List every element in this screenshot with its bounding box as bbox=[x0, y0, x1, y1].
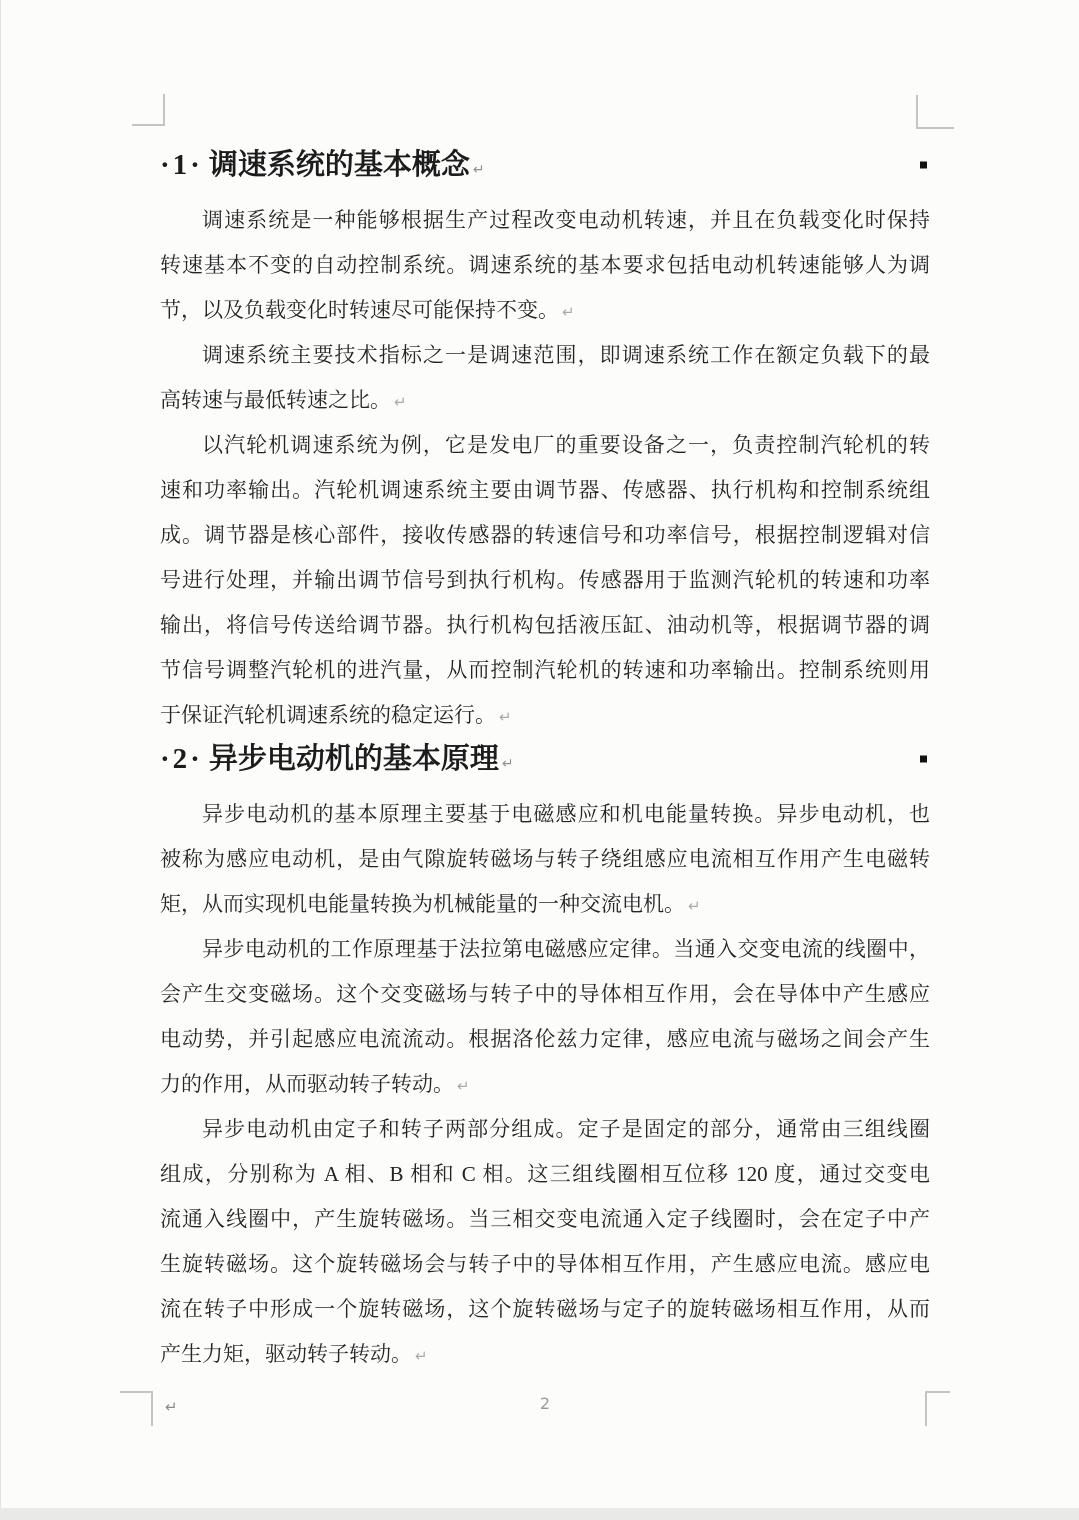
section-heading bbox=[160, 738, 930, 780]
document-end-mark: ↵ bbox=[165, 1398, 178, 1416]
text-line: 异步电动机的基本原理主要基于电磁感应和机电能量转换。异步电动机，也 bbox=[202, 802, 930, 826]
text-line: 于保证汽轮机调速系统的稳定运行。 ↵ bbox=[160, 703, 512, 727]
text-line: 输出，将信号传送给调节器。执行机构包括液压缸、油动机等，根据调节器的调 bbox=[160, 613, 930, 637]
text-line: 速和功率输出。汽轮机调速系统主要由调节器、传感器、执行机构和控制系统组 bbox=[160, 478, 930, 502]
page-number: 2 bbox=[539, 1394, 551, 1413]
heading-bullet-square bbox=[920, 756, 927, 763]
text-line: 产生力矩，驱动转子转动。 ↵ bbox=[160, 1342, 428, 1366]
text-line: 调速系统主要技术指标之一是调速范围，即调速系统工作在额定负载下的最 bbox=[202, 343, 930, 367]
pilcrow-mark: ↵ bbox=[457, 1077, 470, 1095]
margin-crop-mark-bottom-left bbox=[120, 1391, 153, 1426]
text-line: 调速系统是一种能够根据生产过程改变电动机转速，并且在负载变化时保持 bbox=[202, 208, 930, 232]
text-line: 号进行处理，并输出调节信号到执行机构。传感器用于监测汽轮机的转速和功率 bbox=[160, 568, 930, 592]
section-body bbox=[160, 792, 930, 1377]
text-line: 转速基本不变的自动控制系统。调速系统的基本要求包括电动机转速能够人为调 bbox=[160, 253, 930, 277]
section-body bbox=[160, 198, 930, 738]
document-content bbox=[160, 144, 930, 1377]
text-line: 成。调节器是核心部件，接收传感器的转速信号和功率信号，根据控制逻辑对信 bbox=[160, 523, 930, 547]
section-heading bbox=[160, 144, 930, 186]
text-line: 以汽轮机调速系统为例，它是发电厂的重要设备之一，负责控制汽轮机的转 bbox=[202, 433, 930, 457]
text-line: 被称为感应电动机，是由气隙旋转磁场与转子绕组感应电流相互作用产生电磁转 bbox=[160, 847, 930, 871]
heading-title: 调速系统的基本概念 bbox=[208, 149, 470, 181]
text-line: 电动势，并引起感应电流流动。根据洛伦兹力定律，感应电流与磁场之间会产生 bbox=[160, 1027, 930, 1051]
heading-bullet-square bbox=[920, 162, 927, 169]
heading-title: 异步电动机的基本原理 bbox=[208, 743, 499, 775]
pilcrow-mark: ↵ bbox=[499, 708, 512, 726]
text-line: 会产生交变磁场。这个交变磁场与转子中的导体相互作用，会在导体中产生感应 bbox=[160, 982, 930, 1006]
text-line: 矩，从而实现机电能量转换为机械能量的一种交流电机。 ↵ bbox=[160, 892, 701, 916]
bottom-edge-strip bbox=[0, 1508, 1079, 1520]
pilcrow-mark: ↵ bbox=[562, 303, 575, 321]
heading-number: ·1· bbox=[160, 149, 203, 181]
pilcrow-mark: ↵ bbox=[415, 1347, 428, 1365]
text-line: 组成，分别称为 A 相、B 相和 C 相。这三组线圈相互位移 120 度，通过交变电 bbox=[160, 1162, 930, 1186]
margin-crop-mark-top-right bbox=[916, 95, 954, 129]
text-line: 生旋转磁场。这个旋转磁场会与转子中的导体相互作用，产生感应电流。感应电 bbox=[160, 1252, 930, 1276]
page-left-edge bbox=[0, 0, 1, 1520]
margin-crop-mark-top-left bbox=[132, 94, 165, 126]
text-line: 高转速与最低转速之比。 ↵ bbox=[160, 388, 407, 412]
text-line: 流通入线圈中，产生旋转磁场。当三相交变电流通入定子线圈时，会在定子中产 bbox=[160, 1207, 930, 1231]
pilcrow-mark: ↵ bbox=[394, 393, 407, 411]
text-line: 节信号调整汽轮机的进汽量，从而控制汽轮机的转速和功率输出。控制系统则用 bbox=[160, 658, 930, 682]
pilcrow-mark: ↵ bbox=[688, 897, 701, 915]
text-line: 流在转子中形成一个旋转磁场，这个旋转磁场与定子的旋转磁场相互作用，从而 bbox=[160, 1297, 930, 1321]
pilcrow-mark: ↵ bbox=[472, 162, 485, 178]
text-line: 异步电动机的工作原理基于法拉第电磁感应定律。当通入交变电流的线圈中， bbox=[202, 937, 930, 961]
heading-number: ·2· bbox=[160, 743, 203, 775]
text-line: 节，以及负载变化时转速尽可能保持不变。 ↵ bbox=[160, 298, 575, 322]
pilcrow-mark: ↵ bbox=[501, 756, 514, 772]
text-line: 力的作用，从而驱动转子转动。 ↵ bbox=[160, 1072, 470, 1096]
text-line: 异步电动机由定子和转子两部分组成。定子是固定的部分，通常由三组线圈 bbox=[202, 1117, 930, 1141]
